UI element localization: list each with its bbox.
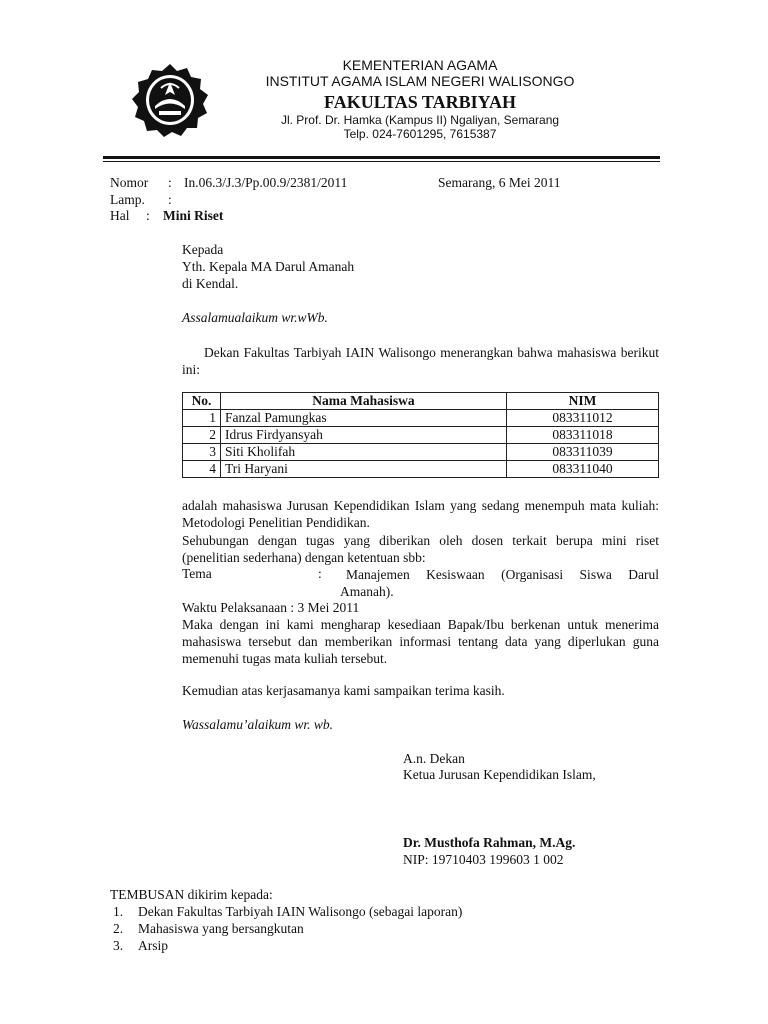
signatory-nip: NIP: 19710403 199603 1 002 <box>403 852 564 867</box>
intro-paragraph: Dekan Fakultas Tarbiyah IAIN Walisongo menerangkan bahwa mahasiswa berikut ini: <box>182 345 659 377</box>
student-table <box>182 392 659 478</box>
row-nim: 083311040 <box>507 461 659 478</box>
recipient-line2: Yth. Kepala MA Darul Amanah <box>182 259 355 274</box>
lamp-label: Lamp. <box>110 192 145 207</box>
header-nim: NIM <box>507 393 659 410</box>
recipient-line3: di Kendal. <box>182 276 239 291</box>
table-row <box>183 444 659 461</box>
signature-line1: A.n. Dekan <box>403 751 465 766</box>
signatory-name: Dr. Musthofa Rahman, M.Ag. <box>403 835 576 850</box>
cc-item-num: 1. <box>113 904 124 919</box>
nomor-label: Nomor <box>110 175 149 190</box>
row-nim: 083311018 <box>507 427 659 444</box>
body-paragraph-4: Kemudian atas kerjasamanya kami sampaikan terima kasih. <box>182 683 505 698</box>
letterhead-divider-thick <box>103 156 660 159</box>
greeting: Assalamualaikum wr.wWb. <box>182 310 328 325</box>
cc-item-num: 3. <box>113 938 124 953</box>
letterhead-divider-thin <box>103 161 660 162</box>
row-name: Idrus Firdyansyah <box>221 427 507 444</box>
nomor-value: In.06.3/J.3/Pp.00.9/2381/2011 <box>184 175 348 190</box>
table-row <box>183 427 659 444</box>
hal-value: Mini Riset <box>163 208 224 223</box>
table-row <box>183 410 659 427</box>
hal-colon: : <box>146 208 150 223</box>
row-no: 1 <box>183 410 221 427</box>
row-name: Tri Haryani <box>221 461 507 478</box>
cc-item: Arsip <box>138 938 168 953</box>
tema-label: Tema <box>182 566 212 581</box>
cc-item: Dekan Fakultas Tarbiyah IAIN Walisongo (sebagai laporan) <box>138 904 463 919</box>
closing-salutation: Wassalamu’alaikum wr. wb. <box>182 717 334 732</box>
body-paragraph-1: adalah mahasiswa Jurusan Kependidikan Islam yang sedang menempuh mata kuliah: Metodologi Penelitian Pendidikan. <box>182 498 659 530</box>
signature-line2: Ketua Jurusan Kependidikan Islam, <box>403 767 596 782</box>
table-header-row <box>183 393 659 410</box>
place-date: Semarang, 6 Mei 2011 <box>438 175 561 190</box>
row-nim: 083311039 <box>507 444 659 461</box>
cc-item-num: 2. <box>113 921 124 936</box>
institute-name: INSTITUT AGAMA ISLAM NEGERI WALISONGO <box>265 73 575 89</box>
tema-value: Manajemen Kesiswaan (Organisasi Siswa Darul Amanah). <box>340 567 659 599</box>
header-no: No. <box>183 393 221 410</box>
row-no: 4 <box>183 461 221 478</box>
letterhead-address: Jl. Prof. Dr. Hamka (Kampus II) Ngaliyan, Semarang <box>280 113 560 127</box>
lamp-colon: : <box>168 192 172 207</box>
row-no: 2 <box>183 427 221 444</box>
iain-walisongo-emblem-icon <box>131 62 209 140</box>
recipient-line1: Kepada <box>182 242 224 257</box>
row-name: Fanzal Pamungkas <box>221 410 507 427</box>
nomor-colon: : <box>168 175 172 190</box>
waktu-pelaksanaan: Waktu Pelaksanaan : 3 Mei 2011 <box>182 600 360 615</box>
row-nim: 083311012 <box>507 410 659 427</box>
body-paragraph-3: Maka dengan ini kami mengharap kesediaan Bapak/Ibu berkenan untuk menerima mahasiswa tersebut dan memberikan informasi tentang data yang diperlukan guna memenuhi tugas mata kuliah tersebut. <box>182 617 659 666</box>
row-name: Siti Kholifah <box>221 444 507 461</box>
body-paragraph-2: Sehubungan dengan tugas yang diberikan oleh dosen terkait berupa mini riset (penelitian sederhana) dengan ketentuan sbb: <box>182 533 659 565</box>
table-row <box>183 461 659 478</box>
tema-colon: : <box>318 566 322 581</box>
cc-item: Mahasiswa yang bersangkutan <box>138 921 304 936</box>
hal-label: Hal <box>110 208 130 223</box>
ministry-name: KEMENTERIAN AGAMA <box>342 57 498 73</box>
faculty-name: FAKULTAS TARBIYAH <box>324 92 516 112</box>
cc-title: TEMBUSAN dikirim kepada: <box>110 887 273 902</box>
header-name: Nama Mahasiswa <box>221 393 507 410</box>
letterhead-phone: Telp. 024-7601295, 7615387 <box>343 127 497 141</box>
row-no: 3 <box>183 444 221 461</box>
